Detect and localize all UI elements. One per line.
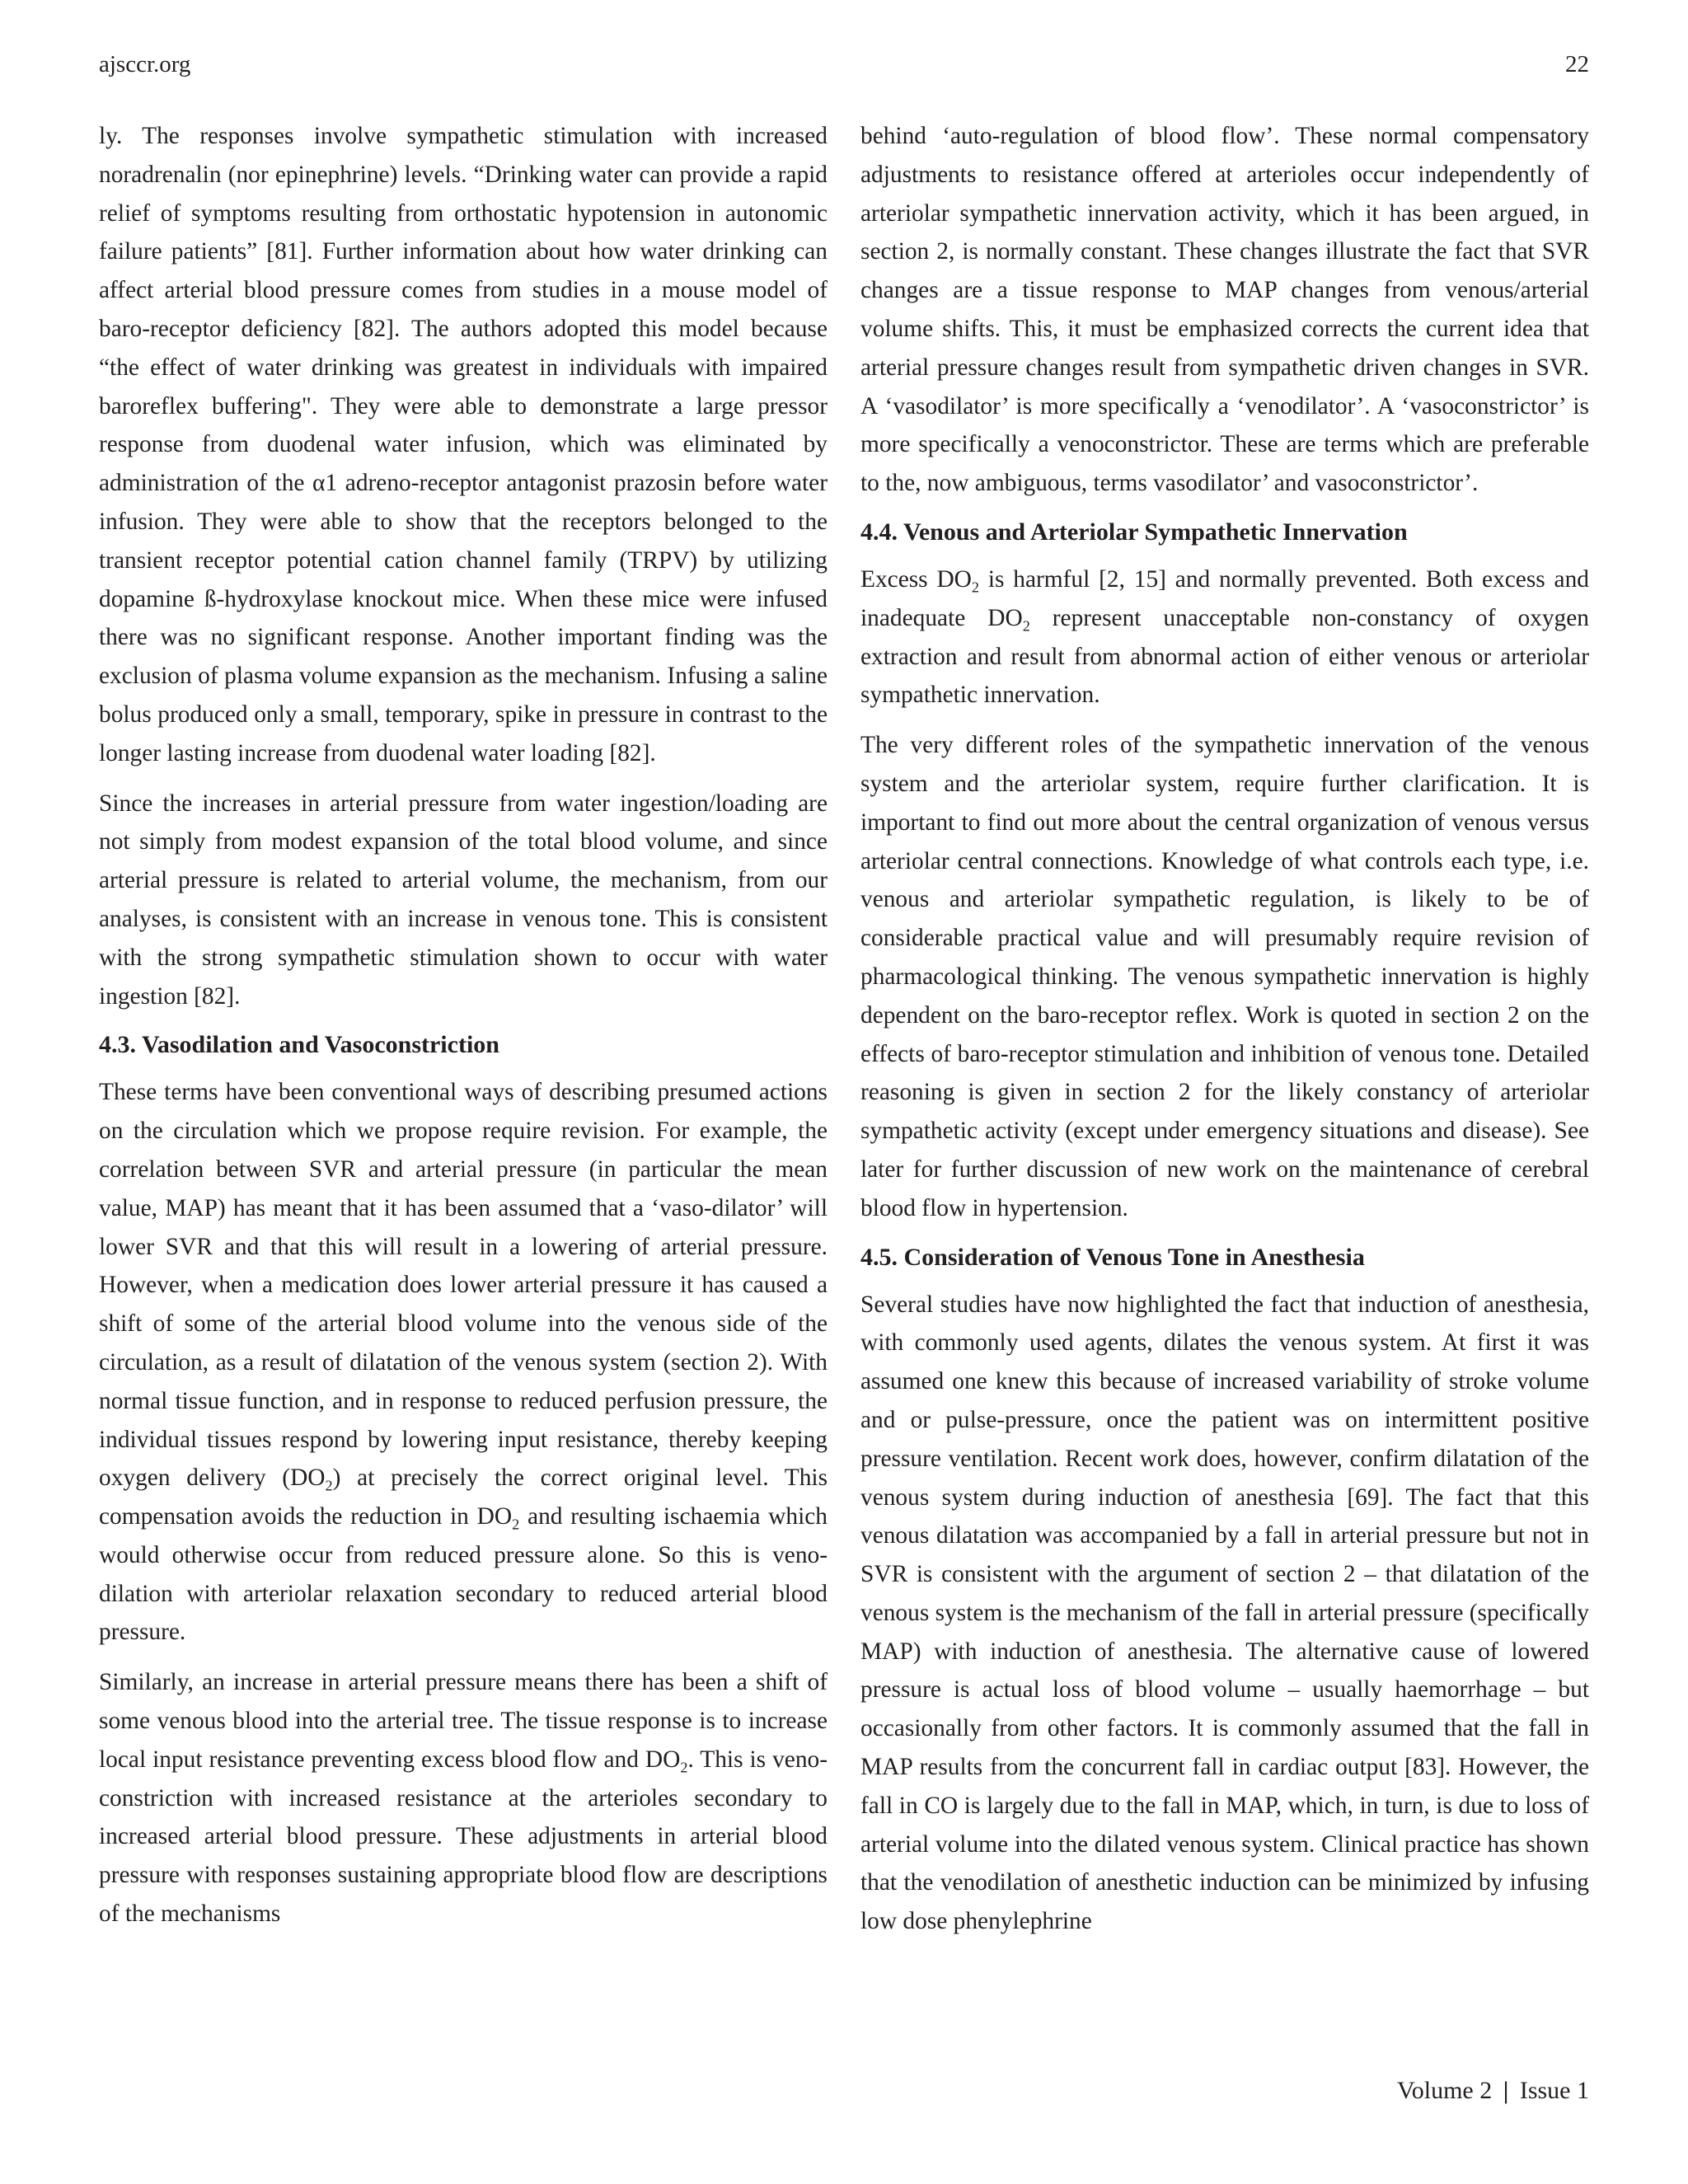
right-column — [860, 117, 1589, 1952]
section-heading-4-3: 4.3. Vasodilation and Vasoconstriction — [99, 1031, 499, 1059]
journal-site: ajsccr.org — [99, 51, 191, 77]
paragraph: ly. The responses involve sympathetic stimulation with increased noradrenalin (nor epinephrine) levels. “Drinking water can provide a rapid relief of symptoms resulting from orthostatic hypotension in autonomic failure patients” [81]. Further information about how water drinking can affect arterial blood pressure comes from studies in a mouse model of baro-receptor deficiency [82]. The authors adopted this model because “the effect of water drinking was greatest in individuals with impaired baroreflex buffering". They were able to demonstrate a large pressor response from duodenal water infusion, which was eliminated by administration of the α1 adreno-receptor antagonist prazosin before water infusion. They were able to show that the receptors belonged to the transient receptor potential cation channel family (TRPV) by utilizing dopamine ß-hydroxylase knockout mice. When these mice were infused there was no significant response. Another important finding was the exclusion of plasma volume expansion as the mechanism. Infusing a saline bolus produced only a small, temporary, spike in pressure in contrast to the longer lasting increase from duodenal water loading [82]. — [99, 123, 828, 766]
footer-separator: | — [1503, 2077, 1509, 2104]
paragraph: These terms have been conventional ways of describing presumed actions on the circulation which we propose require revision. For example, the correlation between SVR and arterial pressure (in particular the mean value, MAP) has meant that it has been assumed that a ‘vaso-dilator’ will lower SVR and that this will result in a lowering of arterial pressure. However, when a medication does lower arterial pressure it has caused a shift of some of the arterial blood volume into the venous side of the circulation, as a result of dilatation of the venous system (section 2). With normal tissue function, and in response to reduced perfusion pressure, the individual tissues respond by lowering input resistance, thereby keeping oxygen delivery $(DO_2)$ at precisely the correct original level. This compensation avoids the reduction in $DO_2$ and resulting ischaemia which would otherwise occur from reduced pressure alone. So this is veno-dilation with arteriolar relaxation secondary to reduced arterial blood pressure. — [99, 1079, 828, 1646]
paragraph: behind ‘auto-regulation of blood flow’. These normal compensatory adjustments to resistance offered at arterioles occur independently of arteriolar sympathetic innervation activity, which it has been argued, in section 2, is normally constant. These changes illustrate the fact that SVR changes are a tissue response to MAP changes from venous/arterial volume shifts. This, it must be emphasized corrects the current idea that arterial pressure changes result from sympathetic driven changes in SVR. A ‘vasodilator’ is more specifically a ‘venodilator’. A ‘vasoconstrictor’ is more specifically a venoconstrictor. These are terms which are preferable to the, now ambiguous, terms vasodilator’ and vasoconstrictor’. — [860, 123, 1589, 497]
volume-issue-footer — [1397, 2077, 1589, 2105]
section-heading-4-5: 4.5. Consideration of Venous Tone in Anesthesia — [860, 1243, 1365, 1271]
left-column — [99, 117, 828, 1945]
section-heading-4-4: 4.4. Venous and Arteriolar Sympathetic Innervation — [860, 518, 1408, 546]
paragraph: Several studies have now highlighted the fact that induction of anesthesia, with commonly used agents, dilates the venous system. At first it was assumed one knew this because of increased variability of stroke volume and or pulse-pressure, once the patient was on intermittent positive pressure ventilation. Recent work does, however, confirm dilatation of the venous system during induction of anesthesia [69]. The fact that this venous dilatation was accompanied by a fall in arterial pressure but not in SVR is consistent with the argument of section 2 – that dilatation of the venous system is the mechanism of the fall in arterial pressure (specifically MAP) with induction of anesthesia. The alternative cause of lowered pressure is actual loss of blood volume – usually haemorrhage – but occasionally from other factors. It is commonly assumed that the fall in MAP results from the concurrent fall in cardiac output [83]. However, the fall in CO is largely due to the fall in MAP, which, in turn, is due to loss of arterial volume into the dilated venous system. Clinical practice has shown that the venodilation of anesthetic induction can be minimized by infusing low dose phenylephrine — [860, 1291, 1589, 1935]
paragraph: Since the increases in arterial pressure from water ingestion/loading are not simply from modest expansion of the total blood volume, and since arterial pressure is related to arterial volume, the mechanism, from our analyses, is consistent with an increase in venous tone. This is consistent with the strong sympathetic stimulation shown to occur with water ingestion [82]. — [99, 790, 828, 1010]
issue-label: Issue 1 — [1519, 2077, 1589, 2104]
paragraph: Excess $DO_2$ is harmful [2, 15] and normally prevented. Both excess and inadequate $DO_2$ represent unacceptable non-constancy of oxygen extraction and result from abnormal action of either venous or arteriolar sympathetic innervation. — [860, 565, 1589, 709]
paragraph: The very different roles of the sympathetic innervation of the venous system and the arteriolar system, require further clarification. It is important to find out more about the central organization of venous versus arteriolar central connections. Knowledge of what controls each type, i.e. venous and arteriolar sympathetic regulation, is likely to be of considerable practical value and will presumably require revision of pharmacological thinking. The venous sympathetic innervation is highly dependent on the baro-receptor reflex. Work is quoted in section 2 on the effects of baro-receptor stimulation and inhibition of venous tone. Detailed reasoning is given in section 2 for the likely constancy of arteriolar sympathetic activity (except under emergency situations and disease). See later for further discussion of new work on the maintenance of cerebral blood flow in hypertension. — [860, 732, 1589, 1221]
paragraph: Similarly, an increase in arterial pressure means there has been a shift of some venous blood into the arterial tree. The tissue response is to increase local input resistance preventing excess blood flow and $DO_2$. This is veno-constriction with increased resistance at the arterioles secondary to increased arterial blood pressure. These adjustments in arterial blood pressure with responses sustaining appropriate blood flow are descriptions of the mechanisms — [99, 1669, 828, 1928]
page-number: 22 — [1565, 51, 1589, 77]
volume-label: Volume 2 — [1396, 2077, 1493, 2104]
